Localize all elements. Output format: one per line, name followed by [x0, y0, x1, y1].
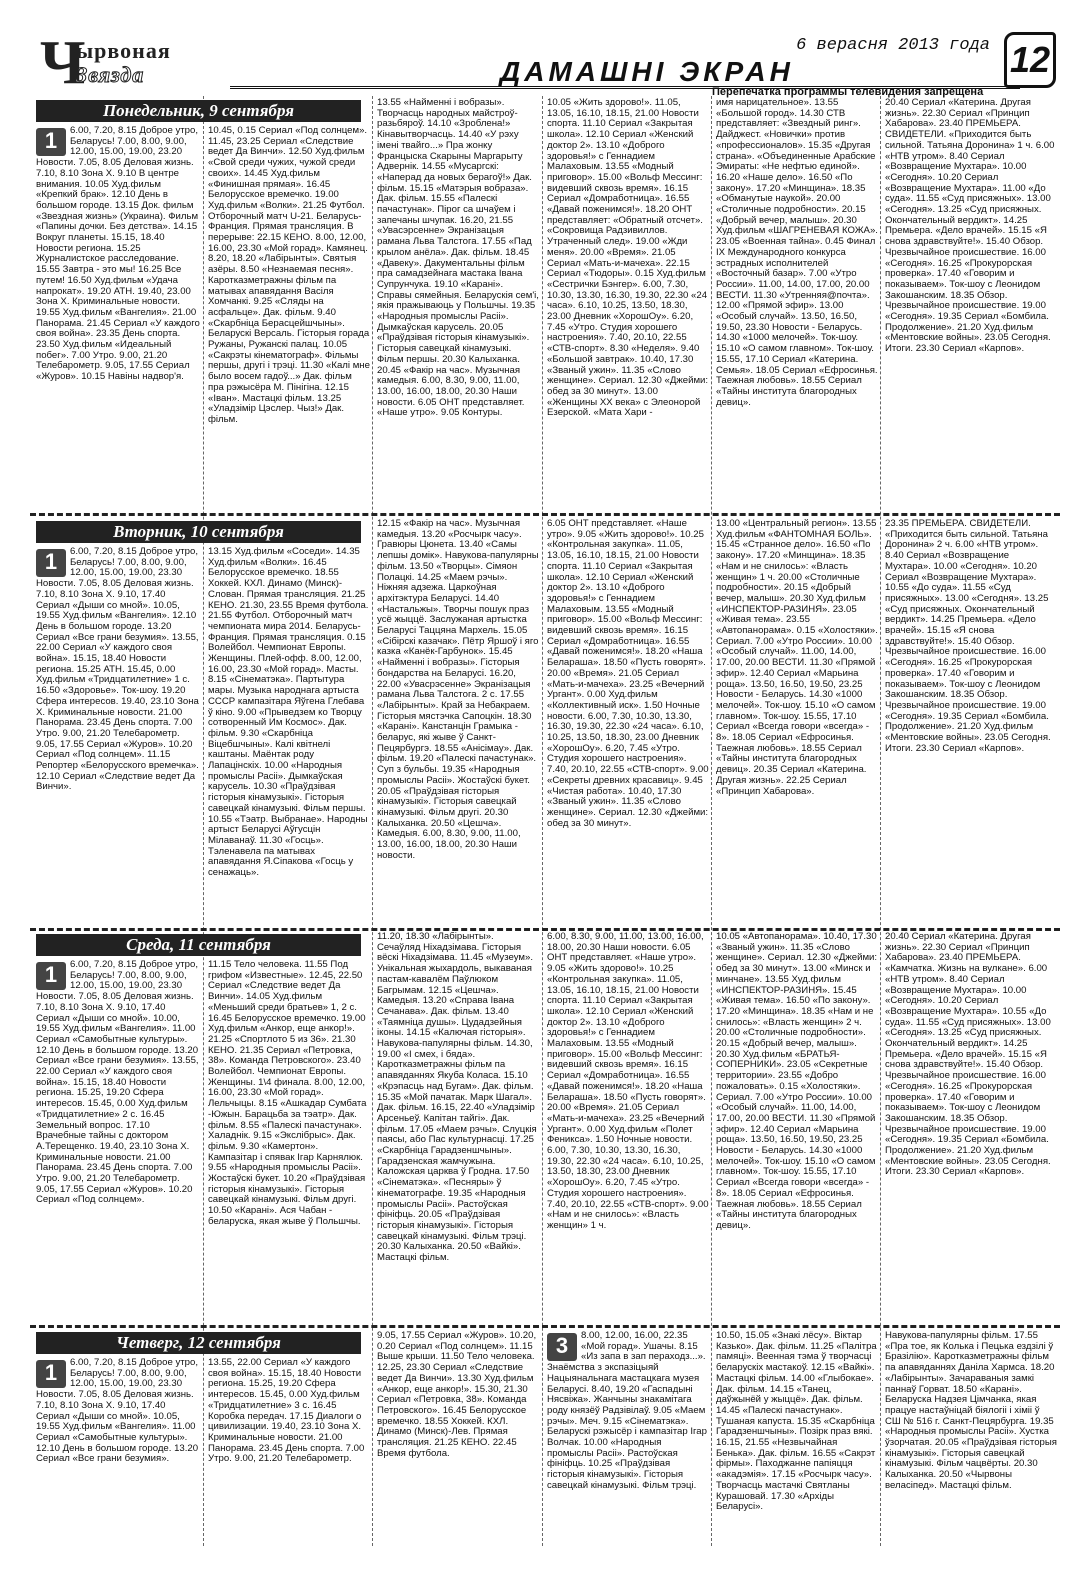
schedule-mon-col5 [716, 98, 878, 509]
schedule-thu-col1 [36, 1358, 200, 1558]
schedule-tue-col4 [547, 519, 709, 923]
column-divider [372, 96, 373, 1546]
schedule-wed-col3 [377, 932, 539, 1320]
schedule-text: 13.55, 22.00 Сериал «У каждого своя война». 15.15, 18.40 Новости региона. 15.25, 19.20 Сфера интересов. 15.45, 0.00 Худ.фильм «Тридцатилетние» 3 с. 16.45 Коробка передач. 17.15 Диалоги о цивилизации. 19.40, 23.10 Зона Х. Криминальные новости. 21.00 Панорама. 23.45 День спорта. 7.00 Утро. 9.00, 21.20 Телебарометр. [208, 1358, 365, 1465]
schedule-text: 6.00, 7.20, 8.15 Доброе утро, Беларусь! 7.00, 8.00, 9.00, 12.00, 15.00, 19.00, 23.30 Новости. 7.05, 8.05 Деловая жизнь. 7.10, 8.10 Зона Х. 9.10, 17.40 Сериал «Дыши со мной». 10.00, 19.55 Худ.фильм «Вангелия». 11.00 Сериал «Самобытные культуры». 12.10 День в большом городе. 13.20 Сериал «Все грани безумия». 13.55, 22.00 Сериал «У каждого своя война». 15.15, 18.40 Новости региона. 15.25, 19.20 Сфера интересов. 15.45, 0.00 Худ.фильм «Тридцатилетние» 2 с. 16.45 Земельный вопрос. 17.10 Врачебные тайны с доктором А.Терещенко. 19.40, 23.10 Зона Х. Криминальные новости. 21.00 Панорама. 23.45 День спорта. 7.00 Утро. 9.00, 21.20 Телебарометр. 9.05, 17.55 Сериал «Журов». 10.20 Сериал «Под солнцем». [36, 960, 199, 1206]
schedule-thu-col2 [208, 1358, 370, 1558]
logo-line1: ырвоная [76, 38, 171, 63]
belarus1-logo-icon: 1 [36, 1360, 66, 1388]
schedule-text: 6.00, 7.20, 8.15 Доброе утро, Беларусь! 7.00, 8.00, 9.00, 12.00, 15.00, 19.00, 23.30 Новости. 7.05, 8.05 Деловая жизнь. 7.10, 8.10 Зона Х. 9.10, 17.40 Сериал «Дыши со мной». 10.05, 19.55 Худ.фильм «Вангелия». 11.00 Сериал «Самобытные культуры». 12.10 День в большом городе. 13.20 Сериал «Все грани безумия». [36, 1358, 199, 1465]
schedule-text: 6.00, 7.20, 8.15 Доброе утро, Беларусь! 7.00, 8.00, 9.00, 12.00, 15.00, 19.00, 23.20 Новости. 7.05, 8.05 Деловая жизнь. 7.10, 8.10 Зона Х. 9.10 В центре внимания. 10.05 Худ.фильм «Крепкий брак». 12.10 День в большом городе. 13.15 Док. фильм «Звездная жизнь» (Украина). Фильм «Папины дочки. Без детства». 14.15 Вокруг планеты. 15.15, 18.40 Новости региона. 15.25 Журналистское расследование. 15.55 Завтра - это мы! 16.25 Все путем! 16.50 Худ.фильм «Удача напрокат». 19.20 АТН. 19.40, 23.00 Зона Х. Криминальные новости. 19.55 Худ.фильм «Вангелия». 21.00 Панорама. 21.45 Сериал «У каждого своя война». 23.35 День спорта. 23.50 Худ.фильм «Идеальный побег». 7.00 Утро. 9.00, 21.20 Телебарометр. 9.05, 17.55 Сериал «Журов». 10.15 Навіны надвор'я. [36, 126, 200, 383]
schedule-text: 11.20, 18.30 «Лабірынты». Сечаўляд Ніхадзімава. Гісторыя вёскі Ніхадзімава. 11.45 «Музеум». Унікальная жыхардоль, выкаваная пастам-кавалём Паўлюком Багрымам. 12.15 «Цешча». Камедыя. 13.20 «Справа Івана Сечанава». Дак. фільм. 13.40 «Таямніца душы». Цудадзейныя іконы. 14.15 «Калючая гісторыя». Навукова-папулярны фільм. 14.30, 19.00 «І смех, і бяда». Каротказметражны фільм па апавяданнях Якуба Коласа. 15.10 «Крэпасць над Бугам». Дак. фільм. 15.35 «Мой пачатак. Марк Шагал». Дак. фільм. 16.15, 22.40 «Уладзімір Арсеньеў. Капітан тайгі». Дак. фільм. 17.05 «Маем рэчы». Слуцкія паясы, або Пас культурнасці. 17.25 «Скарбніца Гарадзеншчыны». Гарадзенская жамчужына. Каложская царква ў Гродна. 17.50 «Сінематэка». «Песняры» ў кінематографе. 19.35 «Народныя промыслы Расіі». Растоўская фініфць. 20.05 «Праўдзівая гісторыя кінамузыкі». Гісторыя савецкай кінамузыкі. Фільм трэці. 20.30 Калыханка. 20.50 «Вайкі». Мастацкі фільм. [377, 932, 537, 1264]
schedule-text: 10.05 «Автопанорама». 10.40, 17.30 «Званый ужин». 11.35 «Слово женщине». Сериал. 12.30 «Джейми: обед за 30 минут». 13.00 «Минск и минчане». 13.55 Худ.фильм «ИНСПЕКТОР-РАЗИНЯ». 15.45 «Живая тема». 16.50 «По закону». 17.20 «Минщина». 18.35 «Нам и не снилось»: «Власть женщин» 2 ч. 20.00 «Столичные подробности». 20.15 «Добрый вечер, малыш». 20.30 Худ.фильм «БРАТЬЯ-СОПЕРНИКИ». 23.05 «Секретные территории». 23.55 «Добро пожаловать». 0.15 «Холостяки». Сериал. 7.00 «Утро России». 10.00 «Особый случай». 11.00, 14.00, 17.00, 20.00 ВЕСТИ. 11.30 «Прямой эфир». 12.40 Сериал «Марьина роща». 13.50, 16.50, 19.50, 23.25 Новости - Беларусь. 14.30 «1000 мелочей». Ток-шоу. 15.10 «О самом главном». Ток-шоу. 15.55, 17.10 Сериал «Всегда говори «всегда» - 8». 18.05 Сериал «Ефросинья. Таежная любовь». 18.55 Сериал «Тайны института благородных девиц». [716, 932, 878, 1231]
schedule-text: 23.35 ПРЕМЬЕРА. СВИДЕТЕЛИ. «Приходится быть сильной. Татьяна Доронина» 2 ч. 6.00 «НТВ утром». 8.40 Сериал «Возвращение Мухтара». 10.00 «Сегодня». 10.20 Сериал «Возвращение Мухтара». 10.55 «До суда». 11.55 «Суд присяжных». 13.00 «Сегодня». 13.25 «Суд присяжных. Окончательный вердикт». 14.25 Премьера. «Дело врачей». 15.15 «Я снова здравствуйте!». 15.40 Обзор. Чрезвычайное происшествие. 16.00 «Сегодня». 16.25 «Прокурорская проверка». 17.40 «Говорим и показываем». Ток-шоу с Леонидом Закошанским. 18.35 Обзор. Чрезвычайное происшествие. 19.00 «Сегодня». 19.35 Сериал «Бомбила. Продолжение». 21.20 Худ.фильм «Ментовские войны». 23.05 Сегодня. Итоги. 23.30 Сериал «Карпов». [885, 519, 1051, 754]
page-number: 12 [1004, 32, 1056, 88]
schedule-text: 10.05 «Жить здорово!». 11.05, 13.05, 16.10, 18.15, 21.00 Новости спорта. 11.10 Сериал «Закрытая школа». 12.10 Сериал «Женский доктор 2». 13.10 «Доброго здоровья!» с Геннадием Малаховым. 13.55 «Модный приговор». 15.00 «Вольф Мессинг: видевший сквозь время». 16.15 Сериал «Домработница». 16.55 «Давай поженимся!». 18.20 ОНТ представляет: «Обратный отсчет». «Сокровища Радзивиллов. Утраченный след». 19.00 «Жди меня». 20.00 «Время». 21.05 Сериал «Мать-и-мачеха». 22.15 Сериал «Тюдоры». 0.15 Худ.фильм «Сестрички Бэнгер». 6.00, 7.30, 10.30, 13.30, 16.30, 19.30, 22.30 «24 часа». 6.10, 10.25, 13.50, 18.30, 23.00 Дневник «ХорошОу». 6.20, 7.45 «Утро. Студия хорошего настроения». 7.40, 20.10, 22.55 «СТВ-спорт». 8.30 «Неделя». 9.40 «Большой завтрак». 10.40, 17.30 «Званый ужин». 11.35 «Слово женщине». Сериал. 12.30 «Джейми: обед за 30 минут». 13.00 «Женщины ХХ века» с Элеонорой Езерской. «Мата Хари - [547, 98, 709, 419]
schedule-text: Навукова-папулярны фільм. 17.55 «Пра тое, як Колька і Пецька ездзілі ў Бразілію». Каротказметражны фільм па апавяданнях Даніла Хармса. 18.20 «Лабірынты». Зачараваныя замкі паннаў Горват. 18.50 «Карані». Беларуска Надзея Цімчанка, якая працуе настаўніцай біялогіі і хіміі ў СШ № 516 г. Санкт-Пецярбурга. 19.35 «Народныя промыслы Расіі». Хустка ўзорчатая. 20.05 «Праўдзівая гісторыя кінамузыкі». Гісторыя савецкай кінамузыкі. Фільм чацвёрты. 20.30 Калыханка. 20.50 «Чырвоны веласіпед». Мастацкі фільм. [885, 1331, 1057, 1491]
schedule-text: 8.00, 12.00, 16.00, 22.35 «Мой горад». Ушачы. 8.15 «Из запа в зап пераходз...». Знаёмства з экспазіцыяй Нацыянальнага мастацкага музея Беларусі. 8.40, 19.20 «Гаспадыні Нясвіжа». Жанчыны знакамітага роду князёў Радзівілаў. 9.05 «Маем рэчы». Меч. 9.15 «Сінематэка». Беларускі рэжысёр і кампазітар Ігар Волчак. 10.00 «Народныя промыслы Расіі». Растоўская фініфць. 10.25 «Праўдзівая гісторыя кінамузыкі». Гісторыя савецкай кінамузыкі. Фільм трэці. [547, 1331, 707, 1491]
schedule-text: 11.15 Тело человека. 11.55 Под грифом «Известные». 12.45, 22.50 Сериал «Следствие ведет Да Винчи». 14.05 Худ.фильм «Меньший среди братьев» 1, 2 с. 16.45 Белорусское времечко. 19.00 Худ.фильм «Анкор, еще анкор!». 21.25 «Спортлото 5 из 36». 21.30 КЕНО. 21.35 Сериал «Петровка, 38». Команда Петровского». 23.40 Волейбол. Чемпионат Европы. Женщины. 1\4 финала. 8.00, 12.00, 16.00, 23.30 «Мой горад». Лельчыцы. 8.15 «Ашкадар Сумбата -Южын. Барацьба за тэатр». Дак. фільм. 8.55 «Палескі пачастунак». Халаднік. 9.15 «Экслібрыс». Дак. фільм. 9.30 «Камертон». Кампазітар і спявак Ігар Карнялюк. 9.55 «Народныя промыслы Расіі». Жостаўскі букет. 10.20 «Праўдзівая гісторыя кінамузыкі». Гісторыя савецкай кінамузыкі. Фільм другі. 10.50 «Карані». Ася Чабан - беларуска, якая жыве ў Польшчы. [208, 960, 367, 1227]
schedule-text: 13.15 Худ.фильм «Соседи». 14.35 Худ.фильм «Волки». 16.45 Белорусское времечко. 18.55 Хоккей. КХЛ. Динамо (Минск)-Слован. Прямая трансляция. 21.25 КЕНО. 21.30, 23.55 Время футбола. 21.55 Футбол. Отборочный матч чемпионата мира 2014. Беларусь-Франция. Прямая трансляция. 0.15 Волейбол. Чемпионат Европы. Женщины. Плей-офф. 8.00, 12.00, 16.00, 23.30 «Мой горад». Масты. 8.15 «Сінематэка». Партытура мары. Музыка народнага артыста СССР кампазітара Яўгена Глебава ў кіно. 9.00 «Прыведзем ко Творцу сотворенный Им Космос». Дак. фільм. 9.30 «Скарбніца Віцебшчыны». Калі квітнелі каштаны. Маёнтак роду Лапацінскіх. 10.00 «Народныя промыслы Расіі». Дымкаўская карусель. 10.30 «Праўдзівая гісторыя кінамузыкі». Гісторыя савецкай кінамузыкі. Фільм першы. 10.55 «Тэатр. Выбранае». Народны артыст Беларусі Аўгусцін Мілаванаў. 11.30 «Госць». Тэленавела па матывах апавядання Я.Сіпакова «Госць у сенажаць». [208, 547, 369, 879]
schedule-thu-col5 [716, 1331, 878, 1558]
schedule-mon-col1 [36, 126, 200, 509]
schedule-tue-col1 [36, 547, 200, 923]
schedule-text: 6.05 ОНТ представляет. «Наше утро». 9.05 «Жить здорово!». 10.25 «Контрольная закупка». 11.05, 13.05, 16.10, 18.15, 21.00 Новости спорта. 11.10 Сериал «Закрытая школа». 12.10 Сериал «Женский доктор 2». 13.10 «Доброго здоровья!» с Геннадием Малаховым. 13.55 «Модный приговор». 15.00 «Вольф Мессинг: видевший сквозь время». 16.15 Сериал «Домработница». 16.55 «Давай поженимся!». 18.20 «Наша Белараша». 18.50 «Пусть говорят». 20.00 «Время». 21.05 Сериал «Мать-и-мачеха». 23.25 «Вечерний Ургант». 0.00 Худ.фильм «Коллективный иск». 1.50 Ночные новости. 6.00, 7.30, 10.30, 13.30, 16.30, 19.30, 22.30 «24 часа». 6.10, 10.25, 13.50, 18.30, 23.00 Дневник «ХорошОу». 6.20, 7.45 «Утро. Студия хорошего настроения». 7.40, 20.10, 22.55 «СТВ-спорт». 9.00 «Секреты древних красавиц». 9.45 «Чистая работа». 10.40, 17.30 «Званый ужин». 11.35 «Слово женщине». Сериал. 12.30 «Джейми: обед за 30 минут». [547, 519, 709, 829]
schedule-tue-col3 [377, 519, 539, 923]
schedule-tue-col2 [208, 547, 370, 923]
belarus1-logo-icon: 1 [36, 962, 66, 990]
schedule-wed-col6 [885, 932, 1057, 1320]
schedule-text: 20.40 Сериал «Катерина. Другая жизнь». 22.30 Сериал «Принцип Хабарова». 23.40 ПРЕМЬЕРА. СВИДЕТЕЛИ. «Приходится быть сильной. Татьяна Доронина» 1 ч. 6.00 «НТВ утром». 8.40 Сериал «Возвращение Мухтара». 10.00 «Сегодня». 10.20 Сериал «Возвращение Мухтара». 11.00 «До суда». 11.55 «Суд присяжных». 13.00 «Сегодня». 13.25 «Суд присяжных. Окончательный вердикт». 14.25 Премьера. «Дело врачей». 15.15 «Я снова здравствуйте!». 15.40 Обзор. Чрезвычайное происшествие. 16.00 «Сегодня». 16.25 «Прокурорская проверка». 17.40 «Говорим и показываем». Ток-шоу с Леонидом Закошанским. 18.35 Обзор. Чрезвычайное происшествие. 19.00 «Сегодня». 19.35 Сериал «Бомбила. Продолжение». 21.20 Худ.фильм «Ментовские войны». 23.05 Сегодня. Итоги. 23.30 Сериал «Карпов». [885, 98, 1055, 355]
schedule-thu-col3 [377, 1331, 539, 1558]
schedule-mon-col3 [377, 98, 539, 509]
column-divider [880, 96, 881, 1546]
schedule-thu-col6 [885, 1331, 1057, 1558]
schedule-text: 6.00, 7.20, 8.15 Доброе утро, Беларусь! 7.00, 8.00, 9.00, 12.00, 15.00, 19.00, 23.30 Новости. 7.05, 8.05 Деловая жизнь. 7.10, 8.10 Зона Х. 9.10, 17.40 Сериал «Дыши со мной». 10.05, 19.55 Худ.фильм «Вангелия». 12.10 День в большом городе. 13.20 Сериал «Все грани безумия». 13.55, 22.00 Сериал «У каждого своя война». 15.15, 18.40 Новости региона. 15.25 АТН. 15.45, 0.00 Худ.фильм «Тридцатилетние» 1 с. 16.50 «Здоровье». Ток-шоу. 19.20 Сфера интересов. 19.40, 23.10 Зона Х. Криминальные новости. 21.00 Панорама. 23.45 День спорта. 7.00 Утро. 9.00, 21.20 Телебарометр. 9.05, 17.55 Сериал «Журов». 10.20 Сериал «Под солнцем». 11.15 Репортер «Белорусского времечка». 12.10 Сериал «Следствие ведет Да Винчи». [36, 547, 199, 793]
schedule-text: 10.45, 0.15 Сериал «Под солнцем». 11.45, 23.25 Сериал «Следствие ведет Да Винчи». 12.50 Худ.фильм «Свой среди чужих, чужой среди своих». 14.45 Худ.фильм «Финишная прямая». 16.45 Белорусское времечко. 19.00 Худ.фильм «Волки». 21.25 Футбол. Отборочный матч U-21. Беларусь-Франция. Прямая трансляция. В перерыве: 22.15 КЕНО. 8.00, 12.00, 16.00, 23.30 «Мой горад». Камянец. 8.20, 18.20 «Лабірынты». Святыя азёры. 8.50 «Незнаемая песня». Каротказметражны фільм па матывах апавядання Васіля Хомчанкі. 9.25 «Сляды на асфальце». Дак. фільм. 9.40 «Скарбніца Берасцейшчыны». Беларускі Версаль. Гісторыя горада Ружаны, Ружанскі палац. 10.05 «Сакрэты кінематограф». Фільмы першы, другі і трэці. 11.30 «Калі мне было восем гадоў...» Дак. фільм пра рэжысёра М. Пінігіна. 12.15 «Іван». Мастацкі фільм. 13.25 «Уладзімір Цэслер. Чыз!» Дак. фільм. [208, 126, 370, 425]
day-banner-thursday: Четверг, 12 сентября [36, 1332, 361, 1354]
column-divider [203, 96, 204, 1546]
day-banner-tuesday: Вторник, 10 сентября [36, 521, 361, 543]
column-divider [711, 96, 712, 1546]
logo-line2: Звязда [76, 62, 145, 87]
belarus3-logo-icon: 3 [547, 1333, 577, 1361]
schedule-mon-col6 [885, 98, 1057, 509]
logo-initial: Ч [40, 29, 86, 97]
belarus1-logo-icon: 1 [36, 128, 66, 156]
day-divider [30, 928, 1060, 931]
newspaper-logo [40, 29, 240, 97]
day-banner-wednesday: Среда, 11 сентября [36, 934, 361, 956]
schedule-mon-col4 [547, 98, 709, 509]
day-banner-monday: Понедельник, 9 сентября [36, 100, 361, 122]
section-title: ДАМАШНІ ЭКРАН [500, 56, 794, 87]
schedule-text: 9.05, 17.55 Сериал «Журов». 10.20, 0.20 Сериал «Под солнцем». 11.15 Выше крыши. 11.50 Тело человека. 12.25, 23.30 Сериал «Следствие ведет Да Винчи». 13.30 Худ.фильм «Анкор, еще анкор!». 15.30, 21.30 Сериал «Петровка, 38». Команда Петровского». 16.45 Белорусское времечко. 18.55 Хоккей. КХЛ. Динамо (Минск)-Лев. Прямая трансляция. 21.25 КЕНО. 22.45 Время футбола. [377, 1331, 537, 1459]
schedule-text: 10.50, 15.05 «Знакі лёсу». Віктар Казько». Дак. фільм. 11.25 «Палітра памяці». Веенная тэма ў творчасці беларускіх мастакоў. 12.15 «Вайкі». Мастацкі фільм. 14.00 «Глыбокае». Дак. фільм. 14.15 «Танец, даўжынёй у жыццё». Дак. фільм. 14.45 «Палескі пачастунак». Тушаная капуста. 15.35 «Скарбніца Гарадзеншчыны». Позірк праз вякі. 16.15, 21.55 «Незвычайная Бенька». Дак. фільм. 16.55 «Сакрэт фірмы». Паходжанне папіяцця «акадэмія». 17.15 «Росчырк часу». Творчасць мастачкі Святланы Курашовай. 17.30 «Архіды Беларусі». [716, 1331, 877, 1513]
schedule-wed-col2 [208, 960, 370, 1320]
day-divider [30, 513, 1060, 516]
schedule-text: 6.00, 8.30, 9.00, 11.00, 13.00, 16.00, 18.00, 20.30 Наши новости. 6.05 ОНТ представляет. «Наше утро». 9.05 «Жить здорово!». 10.25 «Контрольная закупка». 11.05, 13.05, 16.10, 18.15, 21.00 Новости спорта. 11.10 Сериал «Закрытая школа». 12.10 Сериал «Женский доктор 2». 13.10 «Доброго здоровья!» с Геннадием Малаховым. 13.55 «Модный приговор». 15.00 «Вольф Мессинг: видевший сквозь время». 16.15 Сериал «Домработница». 16.55 «Давай поженимся!». 18.20 «Наша Белараша». 18.50 «Пусть говорят». 20.00 «Время». 21.05 Сериал «Мать-и-мачеха». 23.25 «Вечерний Ургант». 0.00 Худ.фильм «Полет Феникса». 1.50 Ночные новости. 6.00, 7.30, 10.30, 13.30, 16.30, 19.30, 22.30 «24 часа». 6.10, 10.25, 13.50, 18.30, 23.00 Дневник «ХорошОу». 6.20, 7.45 «Утро. Студия хорошего настроения». 7.40, 20.10, 22.55 «СТВ-спорт». 9.00 «Нам и не снилось»: «Власть женщин» 1 ч. [547, 932, 709, 1231]
schedule-text: 20.40 Сериал «Катерина. Другая жизнь». 22.30 Сериал «Принцип Хабарова». 23.40 ПРЕМЬЕРА. «Камчатка. Жизнь на вулкане». 6.00 «НТВ утром». 8.40 Сериал «Возвращение Мухтара». 10.00 «Сегодня». 10.20 Сериал «Возвращение Мухтара». 10.55 «До суда». 11.55 «Суд присяжных». 13.00 «Сегодня». 13.25 «Суд присяжных. Окончательный вердикт». 14.25 Премьера. «Дело врачей». 15.15 «Я снова здравствуйте!». 15.40 Обзор. Чрезвычайное происшествие. 16.00 «Сегодня». 16.25 «Прокурорская проверка». 17.40 «Говорим и показываем». Ток-шоу с Леонидом Закошанским. 18.35 Обзор. Чрезвычайное происшествие. 19.00 «Сегодня». 19.35 Сериал «Бомбила. Продолжение». 21.20 Худ.фильм «Ментовские войны». 23.05 Сегодня. Итоги. 23.30 Сериал «Карпов». [885, 932, 1051, 1178]
schedule-wed-col1 [36, 960, 200, 1320]
issue-date: 6 верасня 2013 года [796, 36, 990, 55]
column-divider [542, 96, 543, 1546]
schedule-text: 12.15 «Факір на час». Музычная камедыя. 13.20 «Росчырк часу». Гравюры Цюнета. 13.40 «Самы лепшы домік». Навукова-папулярны фільм. 13.50 «Творцы». Сімяон Полацкі. 14.25 «Маем рэчы». Ніжняя адзежа. Царкоўная архітэктура Беларусі. 14.40 «Настальжы». Творчы пошук праз усё жыццё. Заслужаная артыстка Беларусі Таццяна Мархель. 15.05 «Сібірскі казачак». Пётр Яршоў і яго казка «Канёк-Гарбунок». 15.45 «Найменні і вобразы». Гісторыя бондарства на Беларусі. 16.20, 22.00 «Увасрэсенне» Экранізацыя рамана Льва Талстога. 2 с. 17.55 «Лабірынты». Край за Небакраем. Гісторыя мястэчка Сапоцкін. 18.30 «Карані». Канстанцін Грамыка - беларус, які жыве ў Санкт-Пецярбургэ. 18.55 «Анісімау». Дак. фільм. 19.20 «Палескі пачастунак». Суп з бульбы. 19.35 «Народныя промыслы Расіі». Жостаўскі букет. 20.05 «Праўдзівая гісторыя кінамузыкі». Гісторыя савецкай кінамузыкі. Фільм другі. 20.30 Калыханка. 20.50 «Цешча». Камедыя. 6.00, 8.30, 9.00, 11.00, 13.00, 16.00, 18.00, 20.30 Наши новости. [377, 519, 539, 861]
schedule-wed-col4 [547, 932, 709, 1320]
schedule-tue-col6 [885, 519, 1057, 923]
copyright-notice: Перепечатка программы телевидения запрещена [712, 86, 984, 98]
schedule-text: 13.00 «Центральный регион». 13.55 Худ.фильм «ФАНТОМНАЯ БОЛЬ». 15.45 «Странное дело». 16.50 «По закону». 17.20 «Минщина». 18.35 «Нам и не снилось»: «Власть женщин» 1 ч. 20.00 «Столичные подробности». 20.15 «Добрый вечер, малыш». 20.30 Худ.фильм «ИНСПЕКТОР-РАЗИНЯ». 23.05 «Живая тема». 23.55 «Автопанорама». 0.15 «Холостяки». Сериал. 7.00 «Утро России». 10.00 «Особый случай». 11.00, 14.00, 17.00, 20.00 ВЕСТИ. 11.30 «Прямой эфир». 12.40 Сериал «Марьина роща». 13.50, 16.50, 19.50, 23.25 Новости - Беларусь. 14.30 «1000 мелочей». Ток-шоу. 15.10 «О самом главном». Ток-шоу. 15.55, 17.10 Сериал «Всегда говори «всегда» - 8». 18.05 Сериал «Ефросинья. Таежная любовь». 18.55 Сериал «Тайны института благородных девиц». 20.35 Сериал «Катерина. Другая жизнь». 22.25 Сериал «Принцип Хабарова». [716, 519, 878, 797]
schedule-wed-col5 [716, 932, 878, 1320]
schedule-text: имя нарицательное». 13.55 «Большой город». 14.30 СТВ представляет: «Звездный ринг». Дайджест. «Новички» против «профессионалов». 15.35 «Другая страна». «Объединенные Арабские Эмираты: «Не нефтью единой». 16.20 «Наше дело». 16.50 «По закону». 17.20 «Минщина». 18.35 «Обманутые наукой». 20.00 «Столичные подробности». 20.15 «Добрый вечер, малыш». 20.30 Худ.фильм «ШАГРЕНЕВАЯ КОЖА». 23.05 «Военная тайна». 0.45 Финал IX Международного конкурса эстрадных исполнителей «Восточный базар». 7.00 «Утро России». 11.00, 14.00, 17.00, 20.00 ВЕСТИ. 11.30 «Утренняя@почта». 12.00 «Прямой эфир». 13.00 «Особый случай». 13.50, 16.50, 19.50, 23.30 Новости - Беларусь. 14.30 «1000 мелочей». Ток-шоу. 15.10 «О самом главном». Ток-шоу. 15.55, 17.10 Сериал «Катерина. Семья». 18.05 Сериал «Ефросинья. Таежная любовь». 18.55 Сериал «Тайны института благородных девиц». [716, 98, 878, 408]
belarus1-logo-icon: 1 [36, 549, 66, 577]
day-divider [30, 1325, 1060, 1328]
page-header [30, 29, 1060, 97]
schedule-tue-col5 [716, 519, 878, 923]
schedule-mon-col2 [208, 126, 370, 509]
schedule-thu-col4 [547, 1331, 709, 1558]
schedule-text: 13.55 «Найменні і вобразы». Творчасць народных майстроў-разьбяроў. 14.10 «Зроблена!» Кінавытворчасць. 14.40 «У рэху імені твайго...» Пра жонку Францыска Скарыны Маргарыту Адвернік. 14.55 «Мусаргскі: «Наперад да новых берагоў!» Дак. фільм. 15.15 «Матэрыя вобраза». Дак. фільм. 15.55 «Палескі пачастунак». Пірог са шчаўем і запечаны шчупак. 16.20, 21.55 «Увасэрсенне» Экранізацыя рамана Льва Талстога. 17.55 «Пад крылом анёла». Дак. фільм. 18.45 «Давеку». Дакументальны фільм пра самадзейнага мастака Івана Супрунчука. 19.10 «Карані». Справы сямейныя. Беларускія сем'і, якія пражываюць у Польшчы. 19.35 «Народныя промыслы Расіі». Дымкаўская карусель. 20.05 «Праўдзівая гісторыя кінамузыкі». Гісторыя савецкай кінамузыкі. Фільм першы. 20.30 Калыханка. 20.45 «Факір на час». Музычная камедыя. 6.00, 8.30, 9.00, 11.00, 13.00, 16.00, 18.00, 20.30 Наши новости. 6.05 ОНТ представляет. «Наше утро». 9.05 Контуры. [377, 98, 539, 419]
